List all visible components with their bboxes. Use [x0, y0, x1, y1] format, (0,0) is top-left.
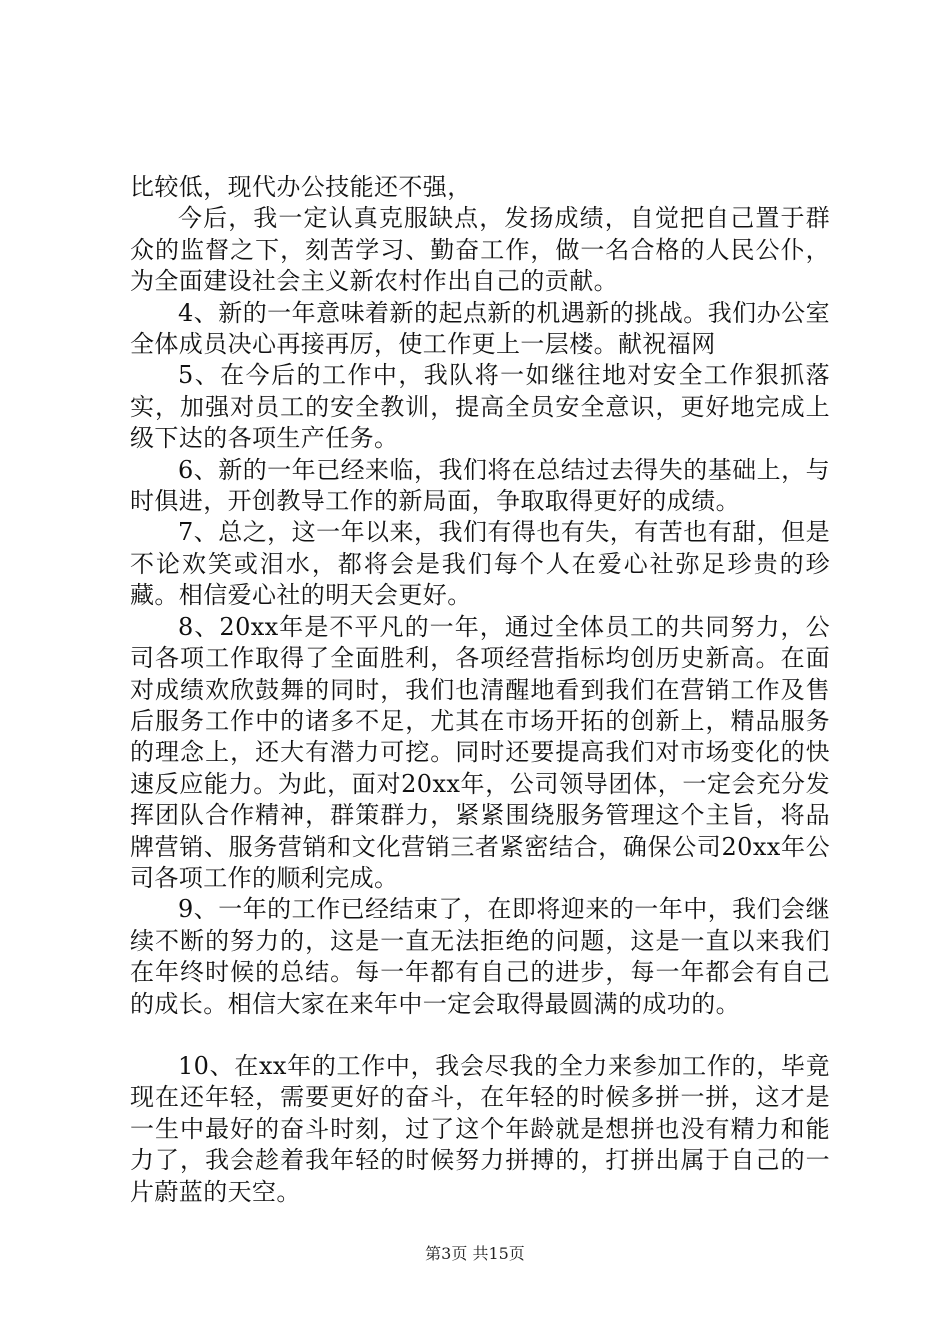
paragraph-item-5: 5、在今后的工作中，我队将一如继往地对安全工作狠抓落实，加强对员工的安全教训，提高全员安全意识，更好地完成上级下达的各项生产任务。 [130, 361, 830, 453]
paragraph-item-10: 10、在xx年的工作中，我会尽我的全力来参加工作的，毕竟现在还年轻，需要更好的奋斗，在年轻的时候多拼一拼，这才是一生中最好的奋斗时刻，过了这个年龄就是想拼也没有精力和能力了，我会趁着我年轻的时候努力拼搏的，打拼出属于自己的一片蔚蓝的天空。 [130, 1051, 830, 1206]
document-body [130, 172, 830, 1208]
paragraph-item-8: 8、20xx年是不平凡的一年，通过全体员工的共同努力，公司各项工作取得了全面胜利，各项经营指标均创历史新高。在面对成绩欢欣鼓舞的同时，我们也清醒地看到我们在营销工作及售后服务工作中的诸多不足，尤其在市场开拓的创新上，精品服务的理念上，还大有潜力可挖。同时还要提高我们对市场变化的快速反应能力。为此，面对20xx年，公司领导团体，一定会充分发挥团队合作精神，群策群力，紧紧围绕服务管理这个主旨，将品牌营销、服务营销和文化营销三者紧密结合，确保公司20xx年公司各项工作的顺利完成。 [130, 612, 830, 892]
paragraph-item-7: 7、总之，这一年以来，我们有得也有失，有苦也有甜，但是不论欢笑或泪水，都将会是我们每个人在爱心社弥足珍贵的珍藏。相信爱心社的明天会更好。 [130, 518, 830, 610]
paragraph-item-4: 4、新的一年意味着新的起点新的机遇新的挑战。我们办公室全体成员决心再接再厉，使工作更上一层楼。献祝福网 [130, 298, 830, 359]
paragraph-item-6: 6、新的一年已经来临，我们将在总结过去得失的基础上，与时俱进，开创教导工作的新局面，争取取得更好的成绩。 [130, 455, 830, 516]
page-number-footer: 第3页 共15页 [425, 1244, 525, 1263]
paragraph-improvement: 今后，我一定认真克服缺点，发扬成绩，自觉把自己置于群众的监督之下，刻苦学习、勤奋工作，做一名合格的人民公仆，为全面建设社会主义新农村作出自己的贡献。 [130, 204, 830, 296]
paragraph-continuation: 比较低，现代办公技能还不强， [130, 173, 472, 201]
paragraph-item-9: 9、一年的工作已经结束了，在即将迎来的一年中，我们会继续不断的努力的，这是一直无法拒绝的问题，这是一直以来我们在年终时候的总结。每一年都有自己的进步，每一年都会有自己的成长。相信大家在来年中一定会取得最圆满的成功的。 [130, 895, 830, 1018]
